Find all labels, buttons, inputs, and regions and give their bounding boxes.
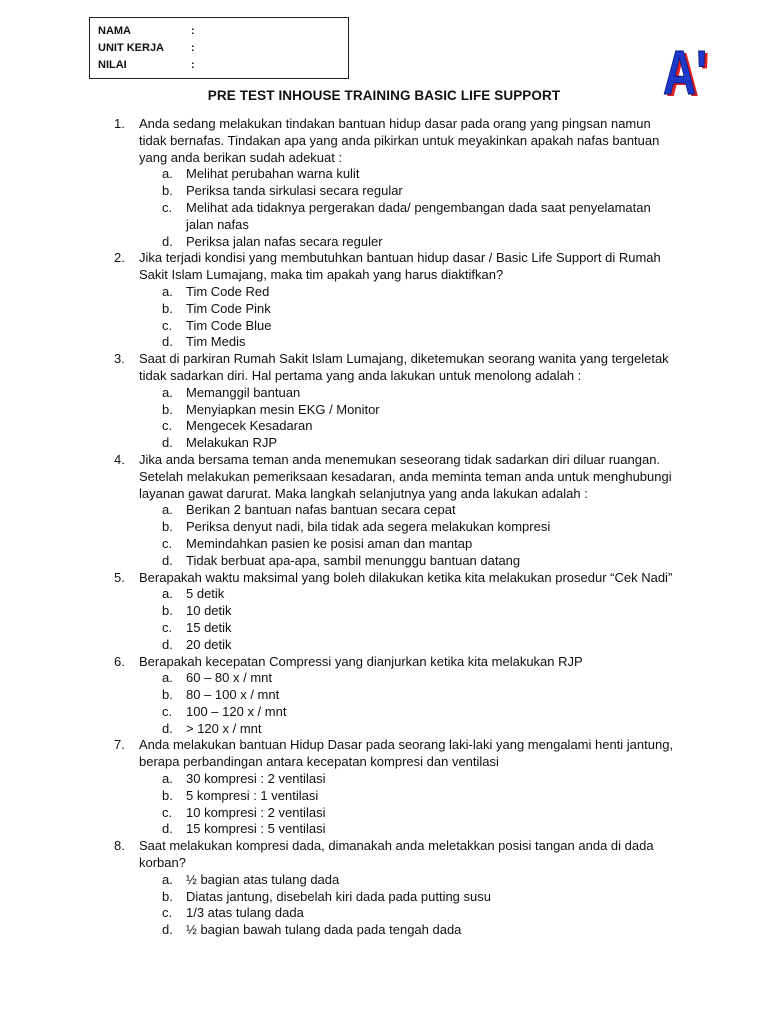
question-text: Saat melakukan kompresi dada, dimanakah anda meletakkan posisi tangan anda di dada korban? — [139, 838, 654, 871]
question-text: Jika terjadi kondisi yang membutuhkan bantuan hidup dasar / Basic Life Support di Rumah Sakit Islam Lumajang, maka tim apakah yang harus diaktifkan? — [139, 250, 661, 283]
field-separator: : — [191, 25, 195, 37]
answer-option — [162, 721, 674, 738]
option-letter: b. — [162, 603, 173, 619]
question-item — [114, 351, 674, 385]
option-text: ½ bagian bawah tulang dada pada tengah dada — [186, 922, 462, 938]
question-number: 4. — [114, 451, 125, 467]
question-item — [114, 737, 674, 771]
answer-option — [162, 318, 674, 335]
field-name — [98, 23, 348, 40]
option-text: Tim Code Red — [186, 283, 270, 299]
answer-option — [162, 872, 674, 889]
option-letter: a. — [162, 384, 173, 400]
option-letter: c. — [162, 317, 173, 333]
option-letter: b. — [162, 183, 173, 199]
answer-option — [162, 771, 674, 788]
answer-option — [162, 519, 674, 536]
option-letter: a. — [162, 166, 173, 182]
answer-option — [162, 586, 674, 603]
question-text: Berapakah waktu maksimal yang boleh dilakukan ketika kita melakukan prosedur “Cek Nadi” — [139, 569, 673, 585]
option-letter: d. — [162, 636, 173, 652]
question-item — [114, 570, 674, 587]
answer-option — [162, 889, 674, 906]
option-letter: b. — [162, 300, 173, 316]
option-letter: b. — [162, 888, 173, 904]
option-letter: a. — [162, 871, 173, 887]
page-title: PRE TEST INHOUSE TRAINING BASIC LIFE SUPPORT — [207, 88, 561, 103]
field-score — [98, 57, 348, 74]
option-letter: a. — [162, 283, 173, 299]
logo-letter: A' — [663, 40, 707, 102]
option-text: Melihat ada tidaknya pergerakan dada/ pengembangan dada saat penyelamatan jalan nafas — [186, 199, 651, 232]
option-letter: d. — [162, 552, 173, 568]
option-text: 5 kompresi : 1 ventilasi — [186, 787, 319, 803]
option-letter: b. — [162, 519, 173, 535]
option-letter: a. — [162, 502, 173, 518]
option-letter: b. — [162, 401, 173, 417]
option-letter: a. — [162, 586, 173, 602]
option-letter: d. — [162, 334, 173, 350]
option-text: Memindahkan pasien ke posisi aman dan mantap — [186, 535, 473, 551]
option-text: 60 – 80 x / mnt — [186, 670, 272, 686]
option-text: Berikan 2 bantuan nafas bantuan secara cepat — [186, 502, 456, 518]
answer-option — [162, 536, 674, 553]
option-letter: a. — [162, 670, 173, 686]
option-text: ½ bagian atas tulang dada — [186, 871, 340, 887]
answer-option — [162, 301, 674, 318]
question-list — [114, 116, 674, 939]
answer-option — [162, 553, 674, 570]
answer-option — [162, 166, 674, 183]
option-text: 1/3 atas tulang dada — [186, 905, 304, 921]
option-text: 5 detik — [186, 586, 225, 602]
field-label: UNIT KERJA — [98, 42, 165, 54]
answer-option — [162, 183, 674, 200]
question-item — [114, 654, 674, 671]
question-number: 2. — [114, 250, 125, 266]
answer-option — [162, 805, 674, 822]
option-letter: c. — [162, 703, 173, 719]
option-letter: b. — [162, 787, 173, 803]
answer-option — [162, 603, 674, 620]
option-text: Mengecek Kesadaran — [186, 418, 313, 434]
field-label: NILAI — [98, 59, 127, 71]
option-text: Tim Code Pink — [186, 300, 271, 316]
question-text: Anda sedang melakukan tindakan bantuan hidup dasar pada orang yang pingsan namun tidak bernafas. Tindakan apa yang anda pikirkan untuk meyakinkan apakah nafas bantuan yang anda berikan sudah adekuat : — [139, 116, 660, 165]
option-text: 10 kompresi : 2 ventilasi — [186, 804, 326, 820]
option-text: 20 detik — [186, 636, 232, 652]
option-text: Periksa denyut nadi, bila tidak ada segera melakukan kompresi — [186, 519, 551, 535]
answer-option — [162, 637, 674, 654]
identity-box — [89, 17, 349, 79]
option-text: 100 – 120 x / mnt — [186, 703, 287, 719]
option-letter: c. — [162, 535, 173, 551]
option-letter: d. — [162, 435, 173, 451]
question-item — [114, 452, 674, 502]
field-separator: : — [191, 59, 195, 71]
option-text: Tim Medis — [186, 334, 246, 350]
option-letter: d. — [162, 922, 173, 938]
answer-option — [162, 670, 674, 687]
option-text: > 120 x / mnt — [186, 720, 262, 736]
answer-option — [162, 687, 674, 704]
question-number: 3. — [114, 351, 125, 367]
answer-option — [162, 418, 674, 435]
question-number: 6. — [114, 653, 125, 669]
option-text: Tim Code Blue — [186, 317, 272, 333]
field-label: NAMA — [98, 25, 131, 37]
field-work-unit — [98, 40, 348, 57]
option-letter: c. — [162, 905, 173, 921]
option-letter: c. — [162, 619, 173, 635]
answer-option — [162, 402, 674, 419]
question-item — [114, 838, 674, 872]
question-text: Jika anda bersama teman anda menemukan seseorang tidak sadarkan diri diluar ruangan. Setelah melakukan pemeriksaan kesadaran, anda meminta teman anda untuk menghubungi layanan gawat darurat. Maka langkah selanjutnya yang anda lakukan adalah : — [139, 451, 672, 501]
option-text: Tidak berbuat apa-apa, sambil menunggu bantuan datang — [186, 552, 521, 568]
answer-option — [162, 334, 674, 351]
option-text: Menyiapkan mesin EKG / Monitor — [186, 401, 380, 417]
option-letter: c. — [162, 418, 173, 434]
option-letter: a. — [162, 771, 173, 787]
option-text: Diatas jantung, disebelah kiri dada pada putting susu — [186, 888, 491, 904]
question-item — [114, 250, 674, 284]
question-item — [114, 116, 674, 166]
option-text: Periksa jalan nafas secara reguler — [186, 233, 383, 249]
answer-option — [162, 435, 674, 452]
answer-option — [162, 234, 674, 251]
option-text: Memanggil bantuan — [186, 384, 301, 400]
question-text: Anda melakukan bantuan Hidup Dasar pada seorang laki-laki yang mengalami henti jantung, berapa perbandingan antara kecepatan kompresi dan ventilasi — [139, 737, 674, 770]
logo-shadow: A' — [666, 41, 710, 102]
answer-option — [162, 788, 674, 805]
option-text: Melakukan RJP — [186, 435, 278, 451]
option-text: 15 detik — [186, 619, 232, 635]
field-separator: : — [191, 42, 195, 54]
option-letter: d. — [162, 821, 173, 837]
question-text: Berapakah kecepatan Compressi yang dianjurkan ketika kita melakukan RJP — [139, 653, 583, 669]
answer-option — [162, 620, 674, 637]
answer-option — [162, 284, 674, 301]
option-text: 10 detik — [186, 603, 232, 619]
question-number: 7. — [114, 737, 125, 753]
option-text: 15 kompresi : 5 ventilasi — [186, 821, 326, 837]
option-letter: c. — [162, 804, 173, 820]
answer-option — [162, 704, 674, 721]
question-number: 1. — [114, 116, 125, 131]
option-letter: c. — [162, 199, 173, 215]
option-text: 80 – 100 x / mnt — [186, 687, 280, 703]
answer-option — [162, 922, 674, 939]
option-letter: d. — [162, 233, 173, 249]
option-text: Melihat perubahan warna kulit — [186, 166, 360, 182]
option-letter: b. — [162, 687, 173, 703]
answer-option — [162, 905, 674, 922]
question-number: 8. — [114, 838, 125, 854]
answer-option — [162, 821, 674, 838]
answer-option — [162, 502, 674, 519]
answer-option — [162, 385, 674, 402]
option-text: 30 kompresi : 2 ventilasi — [186, 771, 326, 787]
option-letter: d. — [162, 720, 173, 736]
question-text: Saat di parkiran Rumah Sakit Islam Lumajang, diketemukan seorang wanita yang tergeletak tidak sadarkan diri. Hal pertama yang anda lakukan untuk menolong adalah : — [139, 351, 669, 383]
question-number: 5. — [114, 569, 125, 585]
option-text: Periksa tanda sirkulasi secara regular — [186, 183, 403, 199]
answer-option — [162, 200, 674, 234]
